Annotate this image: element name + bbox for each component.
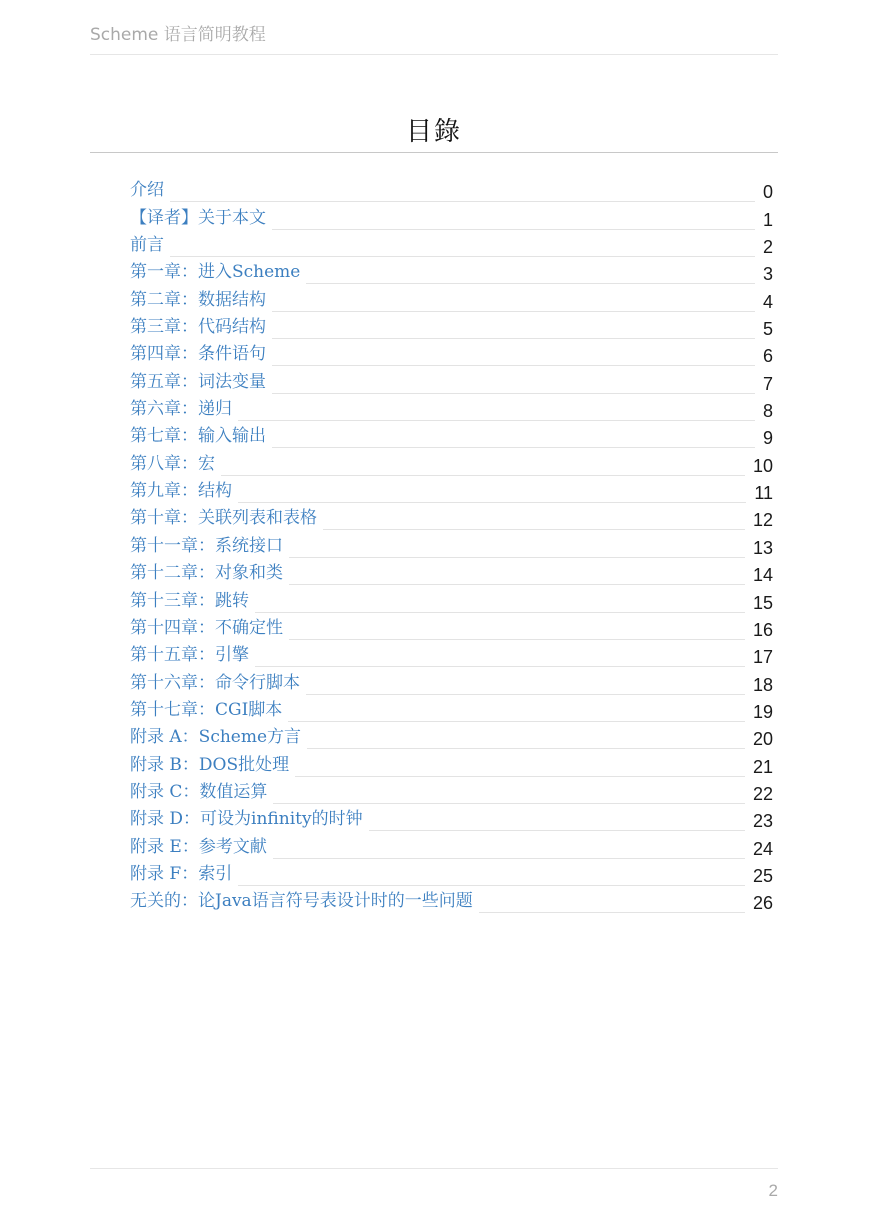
toc-entry[interactable] bbox=[130, 258, 773, 285]
toc-leader-line bbox=[273, 857, 745, 859]
toc-entry-page-number: 3 bbox=[762, 264, 773, 285]
toc-entry-page-number: 9 bbox=[762, 428, 773, 449]
toc-leader-line bbox=[295, 775, 745, 777]
toc-entry-link[interactable]: 介绍 bbox=[130, 180, 164, 201]
toc-entry-page-number: 1 bbox=[762, 209, 773, 230]
toc-entry-page-number: 13 bbox=[752, 537, 773, 558]
toc-entry[interactable] bbox=[130, 313, 773, 340]
toc-entry-link[interactable]: 第五章：词法变量 bbox=[130, 371, 266, 392]
toc-leader-line bbox=[289, 583, 745, 585]
toc-leader-line bbox=[170, 200, 755, 202]
toc-entry[interactable] bbox=[130, 422, 773, 449]
toc-leader-line bbox=[369, 829, 745, 831]
toc-entry-link[interactable]: 无关的：论Java语言符号表设计时的一些问题 bbox=[130, 891, 473, 912]
toc-entry-page-number: 11 bbox=[754, 483, 773, 504]
toc-entry-link[interactable]: 附录 C：数值运算 bbox=[130, 781, 268, 802]
toc-entry-link[interactable]: 第十三章：跳转 bbox=[130, 590, 249, 611]
toc-entry[interactable] bbox=[130, 367, 773, 394]
toc-entry[interactable] bbox=[130, 586, 773, 613]
toc-entry-link[interactable]: 第十七章：CGI脚本 bbox=[130, 699, 283, 720]
toc-entry-page-number: 19 bbox=[752, 701, 773, 722]
toc-entry-link[interactable]: 第十章：关联列表和表格 bbox=[130, 508, 317, 529]
toc-entry-link[interactable]: 附录 D：可设为infinity的时钟 bbox=[130, 809, 363, 830]
toc-entry-page-number: 12 bbox=[752, 510, 773, 531]
toc-entry-page-number: 14 bbox=[752, 565, 773, 586]
toc-leader-line bbox=[306, 282, 755, 284]
toc-leader-line bbox=[255, 665, 745, 667]
toc-leader-line bbox=[170, 255, 755, 257]
toc-entry-link[interactable]: 第八章：宏 bbox=[130, 453, 215, 474]
toc-leader-line bbox=[272, 446, 755, 448]
toc-entry-page-number: 10 bbox=[752, 455, 773, 476]
toc-leader-line bbox=[272, 337, 755, 339]
toc-entry-page-number: 2 bbox=[762, 237, 773, 258]
toc-entry-link[interactable]: 附录 F：索引 bbox=[130, 863, 233, 884]
toc-entry-link[interactable]: 第四章：条件语句 bbox=[130, 344, 266, 365]
toc-entry-link[interactable]: 第十一章：系统接口 bbox=[130, 535, 283, 556]
page-header bbox=[90, 18, 778, 55]
page-number: 2 bbox=[768, 1181, 778, 1200]
toc-entry[interactable] bbox=[130, 203, 773, 230]
toc-entry[interactable] bbox=[130, 696, 773, 723]
toc-entry[interactable] bbox=[130, 614, 773, 641]
toc-leader-line bbox=[238, 884, 745, 886]
toc-entry-link[interactable]: 附录 A：Scheme方言 bbox=[130, 727, 302, 748]
toc-entry[interactable] bbox=[130, 285, 773, 312]
toc-entry-link[interactable]: 第六章：递归 bbox=[130, 399, 232, 420]
toc-leader-line bbox=[221, 474, 745, 476]
toc-entry-link[interactable]: 前言 bbox=[130, 235, 164, 256]
toc-entry[interactable] bbox=[130, 668, 773, 695]
toc-entry[interactable] bbox=[130, 778, 773, 805]
toc-entry[interactable] bbox=[130, 832, 773, 859]
toc-entry[interactable] bbox=[130, 449, 773, 476]
toc-entry-link[interactable]: 第二章：数据结构 bbox=[130, 289, 266, 310]
toc-leader-line bbox=[238, 501, 746, 503]
toc-leader-line bbox=[255, 611, 745, 613]
toc-entry[interactable] bbox=[130, 231, 773, 258]
toc-title: 目錄 bbox=[405, 117, 462, 147]
toc-entry[interactable] bbox=[130, 750, 773, 777]
toc-leader-line bbox=[273, 802, 745, 804]
toc-entry-link[interactable]: 第九章：结构 bbox=[130, 481, 232, 502]
toc-entry-link[interactable]: 附录 E：参考文献 bbox=[130, 836, 267, 857]
toc-entry-page-number: 6 bbox=[762, 346, 773, 367]
toc-entry-link[interactable]: 第一章：进入Scheme bbox=[130, 262, 301, 283]
header-title: Scheme 语言简明教程 bbox=[90, 25, 266, 45]
toc-leader-line bbox=[306, 693, 745, 695]
toc-entry[interactable] bbox=[130, 559, 773, 586]
toc-leader-line bbox=[479, 911, 745, 913]
toc-entry[interactable] bbox=[130, 887, 773, 914]
toc-entry-page-number: 23 bbox=[752, 811, 773, 832]
toc-entry-page-number: 8 bbox=[762, 401, 773, 422]
toc-entry-link[interactable]: 第十四章：不确定性 bbox=[130, 617, 283, 638]
toc-leader-line bbox=[289, 638, 745, 640]
toc-entry-page-number: 17 bbox=[752, 647, 773, 668]
toc-entry-page-number: 24 bbox=[752, 838, 773, 859]
toc-leader-line bbox=[288, 720, 745, 722]
toc-leader-line bbox=[272, 392, 755, 394]
toc-entry-page-number: 22 bbox=[752, 783, 773, 804]
toc-entry-link[interactable]: 第七章：输入输出 bbox=[130, 426, 266, 447]
toc-entry-page-number: 0 bbox=[762, 182, 773, 203]
toc-entry-page-number: 5 bbox=[762, 319, 773, 340]
toc-entry-link[interactable]: 附录 B：DOS批处理 bbox=[130, 754, 290, 775]
toc-entry-page-number: 26 bbox=[752, 893, 773, 914]
table-of-contents bbox=[130, 176, 773, 914]
toc-entry[interactable] bbox=[130, 395, 773, 422]
toc-entry-link[interactable]: 第十六章：命令行脚本 bbox=[130, 672, 300, 693]
toc-entry[interactable] bbox=[130, 641, 773, 668]
toc-leader-line bbox=[272, 228, 755, 230]
toc-entry-page-number: 20 bbox=[752, 729, 773, 750]
toc-leader-line bbox=[272, 364, 755, 366]
toc-leader-line bbox=[323, 528, 745, 530]
toc-entry-page-number: 21 bbox=[752, 756, 773, 777]
toc-entry-link[interactable]: 第三章：代码结构 bbox=[130, 317, 266, 338]
toc-entry-link[interactable]: 第十五章：引擎 bbox=[130, 645, 249, 666]
toc-entry[interactable] bbox=[130, 531, 773, 558]
toc-entry[interactable] bbox=[130, 477, 773, 504]
toc-entry[interactable] bbox=[130, 723, 773, 750]
toc-leader-line bbox=[289, 556, 745, 558]
toc-entry[interactable] bbox=[130, 860, 773, 887]
toc-leader-line bbox=[238, 419, 755, 421]
toc-entry-page-number: 25 bbox=[752, 865, 773, 886]
toc-leader-line bbox=[307, 747, 745, 749]
toc-entry-page-number: 4 bbox=[762, 291, 773, 312]
toc-entry-page-number: 15 bbox=[752, 592, 773, 613]
toc-entry-page-number: 7 bbox=[762, 373, 773, 394]
toc-leader-line bbox=[272, 310, 755, 312]
toc-entry[interactable] bbox=[130, 176, 773, 203]
toc-heading bbox=[90, 112, 778, 153]
toc-entry[interactable] bbox=[130, 504, 773, 531]
toc-entry-link[interactable]: 【译者】关于本文 bbox=[130, 207, 266, 228]
toc-entry-link[interactable]: 第十二章：对象和类 bbox=[130, 563, 283, 584]
toc-entry[interactable] bbox=[130, 340, 773, 367]
toc-entry-page-number: 16 bbox=[752, 619, 773, 640]
toc-entry-page-number: 18 bbox=[752, 674, 773, 695]
toc-entry[interactable] bbox=[130, 805, 773, 832]
page-footer bbox=[90, 1168, 778, 1209]
